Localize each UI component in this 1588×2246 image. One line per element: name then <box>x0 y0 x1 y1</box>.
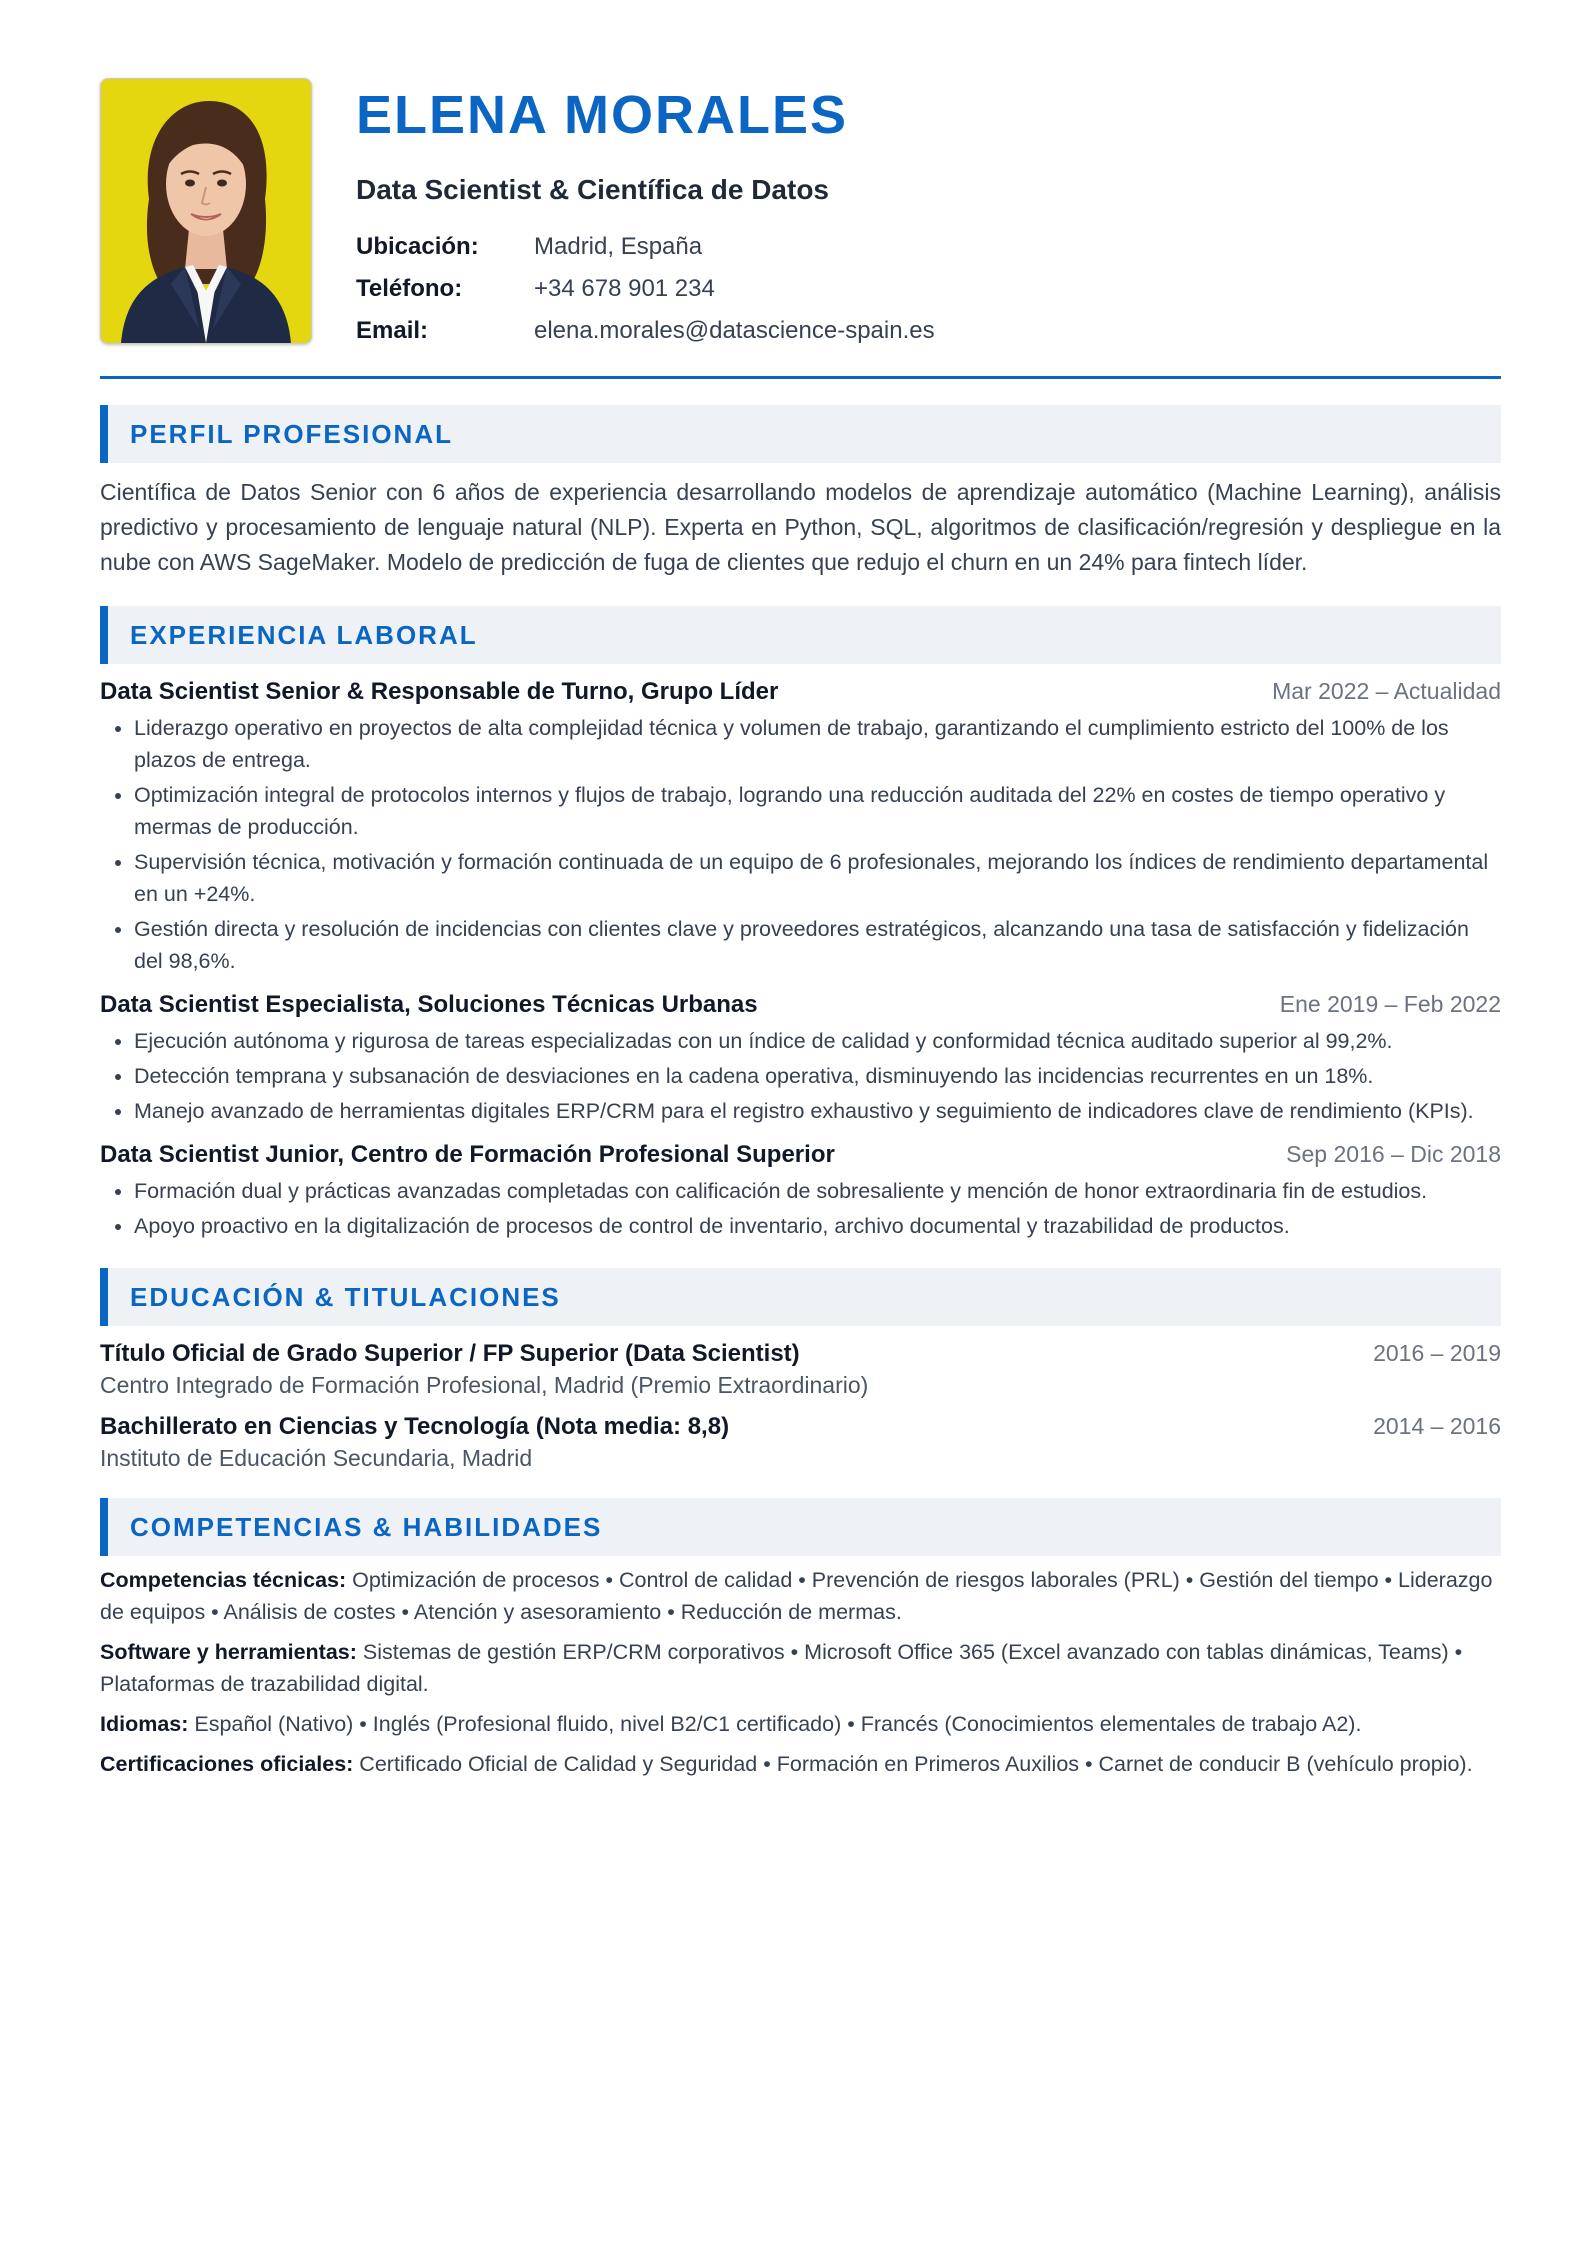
contact-list <box>356 226 935 352</box>
job-bullets <box>100 1025 1501 1127</box>
job-date: Mar 2022 – Actualidad <box>1272 678 1501 704</box>
candidate-name: ELENA MORALES <box>356 85 849 145</box>
job-bullet: • Gestión directa y resolución de incidencias con clientes clave y proveedores estratégicos, alcanzando una tasa de satisfacción y fidelización del 98,6%. <box>134 913 1501 977</box>
job-title: Data Scientist Senior & Responsable de Turno, Grupo Líder <box>100 678 779 705</box>
education-institution: Centro Integrado de Formación Profesional, Madrid (Premio Extraordinario) <box>100 1372 869 1398</box>
job-date: Sep 2016 – Dic 2018 <box>1286 1141 1501 1167</box>
job-bullet: • Apoyo proactivo en la digitalización de procesos de control de inventario, archivo documental y trazabilidad de productos. <box>134 1210 1501 1242</box>
header-divider <box>100 376 1501 379</box>
education-header <box>100 1340 1501 1368</box>
job-bullet: • Detección temprana y subsanación de desviaciones en la cadena operativa, disminuyendo las incidencias recurrentes en un 18%. <box>134 1060 1501 1092</box>
job-bullet: • Ejecución autónoma y rigurosa de tareas especializadas con un índice de calidad y conformidad técnica auditado superior al 99,2%. <box>134 1025 1501 1057</box>
profile-summary: Científica de Datos Senior con 6 años de experiencia desarrollando modelos de aprendizaje automático (Machine Learning), análisis predictivo y procesamiento de lenguaje natural (NLP). Experta en Python, SQL, algoritmos de clasificación/regresión y despliegue en la nube con AWS SageMaker. Modelo de predicción de fuga de clientes que redujo el churn en un 24% para fintech líder. <box>100 479 1501 575</box>
skill-line <box>100 1708 1501 1740</box>
skill-line <box>100 1636 1501 1700</box>
job-bullet: • Formación dual y prácticas avanzadas completadas con calificación de sobresaliente y mención de honor extraordinaria fin de estudios. <box>134 1175 1501 1207</box>
job-header <box>100 1141 1501 1169</box>
skill-label: Competencias técnicas: <box>100 1568 347 1592</box>
job-bullet: • Supervisión técnica, motivación y formación continuada de un equipo de 6 profesionales, mejorando los índices de rendimiento departamental en un +24%. <box>134 846 1501 910</box>
job-header <box>100 678 1501 706</box>
education-date: 2014 – 2016 <box>1373 1413 1501 1439</box>
contact-email <box>356 310 935 352</box>
job-bullet: • Manejo avanzado de herramientas digitales ERP/CRM para el registro exhaustivo y seguimiento de indicadores clave de rendimiento (KPIs). <box>134 1095 1501 1127</box>
skill-label: Certificaciones oficiales: <box>100 1752 354 1776</box>
section-title-experience: EXPERIENCIA LABORAL <box>100 606 1501 664</box>
contact-value: +34 678 901 234 <box>534 275 715 302</box>
education-institution: Instituto de Educación Secundaria, Madrid <box>100 1445 533 1471</box>
job-bullet: • Optimización integral de protocolos internos y flujos de trabajo, logrando una reducción auditada del 22% en costes de tiempo operativo y mermas de producción. <box>134 779 1501 843</box>
job-date: Ene 2019 – Feb 2022 <box>1279 991 1501 1017</box>
section-title-skills: COMPETENCIAS & HABILIDADES <box>100 1498 1501 1556</box>
education-date: 2016 – 2019 <box>1373 1340 1501 1366</box>
skill-text: Certificado Oficial de Calidad y Seguridad • Formación en Primeros Auxilios • Carnet de conducir B (vehículo propio). <box>353 1752 1473 1776</box>
skill-text: Español (Nativo) • Inglés (Profesional fluido, nivel B2/C1 certificado) • Francés (Conocimientos elementales de trabajo A2). <box>188 1712 1362 1736</box>
job-entry <box>100 991 1501 1127</box>
skill-text: Optimización de procesos • Control de calidad • Prevención de riesgos laborales (PRL) • Gestión del tiempo • Liderazgo de equipos • Análisis de costes • Atención y asesoramiento • Reducción de mermas. <box>100 1568 1493 1624</box>
education-entry <box>100 1413 1501 1472</box>
skill-label: Software y herramientas: <box>100 1640 357 1664</box>
header-info <box>356 78 935 352</box>
job-entry <box>100 678 1501 977</box>
skill-label: Idiomas: <box>100 1712 189 1736</box>
job-bullet: • Liderazgo operativo en proyectos de alta complejidad técnica y volumen de trabajo, garantizando el cumplimiento estricto del 100% de los plazos de entrega. <box>134 712 1501 776</box>
contact-label: Email: <box>356 317 429 344</box>
job-bullets <box>100 712 1501 977</box>
contact-label: Teléfono: <box>356 275 463 302</box>
education-title: Bachillerato en Ciencias y Tecnología (Nota media: 8,8) <box>100 1413 730 1440</box>
section-title-profile: PERFIL PROFESIONAL <box>100 405 1501 463</box>
contact-location <box>356 226 935 268</box>
skill-text: Sistemas de gestión ERP/CRM corporativos • Microsoft Office 365 (Excel avanzado con tablas dinámicas, Teams) • Plataformas de trazabilidad digital. <box>100 1640 1463 1696</box>
job-bullets <box>100 1175 1501 1242</box>
skill-line <box>100 1748 1501 1780</box>
resume-header <box>100 78 1501 352</box>
education-title: Título Oficial de Grado Superior / FP Superior (Data Scientist) <box>100 1340 800 1367</box>
skill-line <box>100 1564 1501 1628</box>
contact-value: Madrid, España <box>534 233 703 260</box>
job-entry <box>100 1141 1501 1242</box>
education-header <box>100 1413 1501 1441</box>
contact-label: Ubicación: <box>356 233 479 260</box>
job-header <box>100 991 1501 1019</box>
contact-phone <box>356 268 935 310</box>
job-title: Data Scientist Especialista, Soluciones Técnicas Urbanas <box>100 991 758 1018</box>
contact-value: elena.morales@datascience-spain.es <box>534 317 935 344</box>
section-title-education: EDUCACIÓN & TITULACIONES <box>100 1268 1501 1326</box>
candidate-headline: Data Scientist & Científica de Datos <box>356 174 830 205</box>
education-entry <box>100 1340 1501 1399</box>
job-title: Data Scientist Junior, Centro de Formación Profesional Superior <box>100 1141 835 1168</box>
portrait-photo-icon <box>100 78 312 344</box>
